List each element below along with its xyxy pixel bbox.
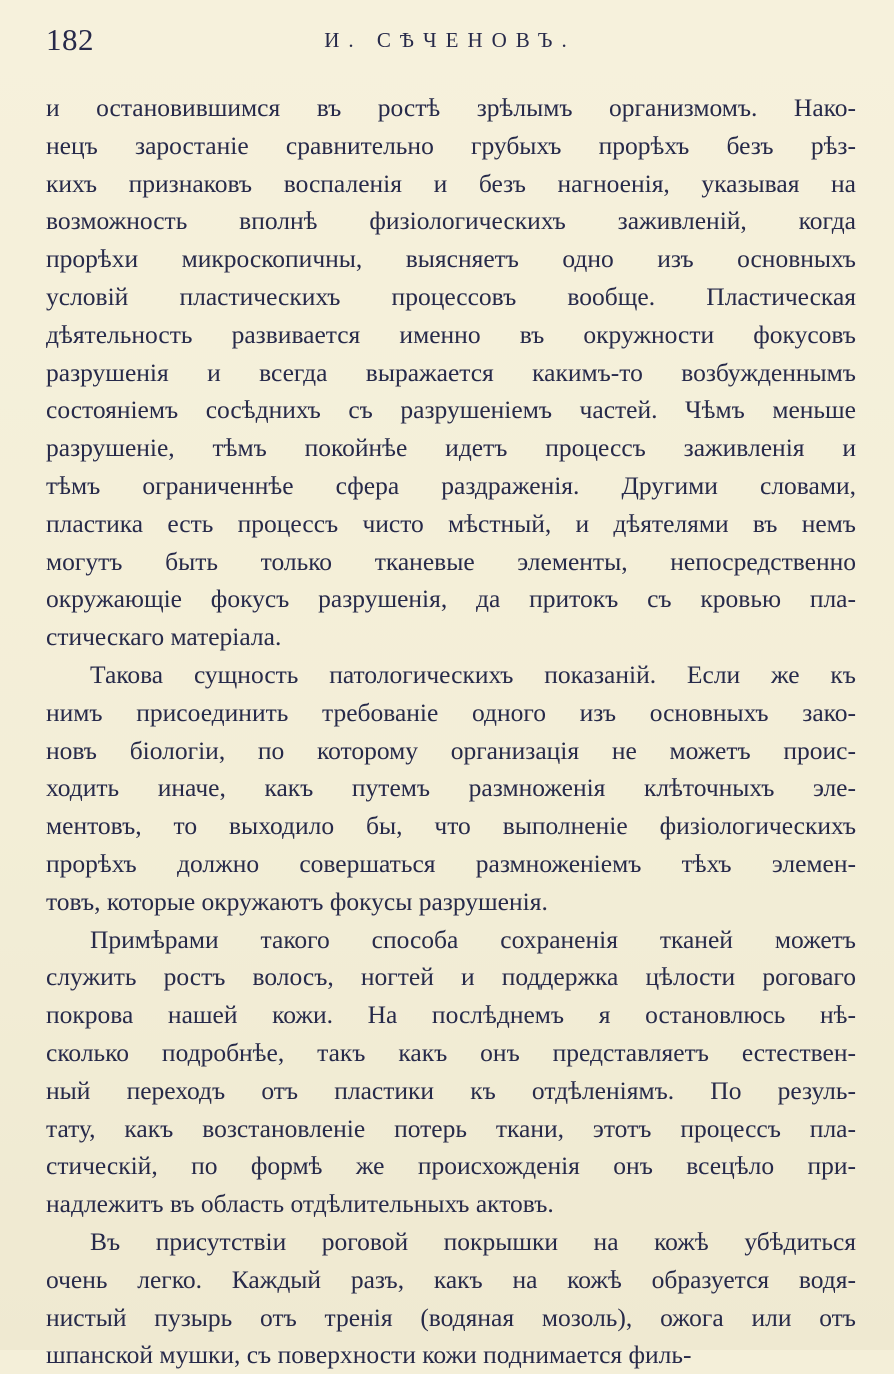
- text-line: окружающiе фокусъ разрушенiя, да притокъ съ кровью пла-: [46, 584, 856, 614]
- text-line: ментовъ, то выходило бы, что выполненiе физiологическихъ: [46, 811, 856, 841]
- text-line: прорѣхи микроскопичны, выясняетъ одно изъ основныхъ: [46, 244, 856, 274]
- text-line: разрушенiе, тѣмъ покойнѣе идетъ процессъ заживленiя и: [46, 433, 856, 463]
- text-line: ходить иначе, какъ путемъ размноженiя клѣточныхъ эле-: [46, 773, 856, 803]
- text-line: пластика есть процессъ чисто мѣстный, и дѣятелями въ немъ: [46, 508, 856, 538]
- page-header: [46, 22, 854, 62]
- text-line: и остановившимся въ ростѣ зрѣлымъ организмомъ. Нако-: [46, 93, 856, 122]
- text-line: надлежитъ въ область отдѣлительныхъ актовъ.: [46, 1189, 554, 1219]
- text-line: шпанской мушки, съ поверхности кожи поднимается филь-: [46, 1340, 692, 1370]
- text-line: нистый пузырь отъ тренiя (водяная мозоль), ожога или отъ: [46, 1302, 856, 1332]
- running-head: И. СѢЧЕНОВЪ.: [324, 28, 576, 52]
- body-text: [46, 89, 856, 1374]
- text-line: Примѣрами такого способа сохраненiя тканей можетъ: [90, 924, 856, 954]
- page-number: 182: [46, 22, 94, 57]
- text-line: сколько подробнѣе, такъ какъ онъ представляетъ естествен-: [46, 1037, 856, 1067]
- text-line: нимъ присоединить требованiе одного изъ основныхъ зако-: [46, 697, 856, 727]
- text-line: тѣмъ ограниченнѣе сфера раздраженiя. Другими словами,: [46, 470, 856, 500]
- text-line: условiй пластическихъ процессовъ вообще. Пластическая: [46, 281, 856, 311]
- text-line: покрова нашей кожи. На послѣднемъ я остановлюсь нѣ-: [46, 1000, 856, 1030]
- text-line: стическiй, по формѣ же происхожденiя онъ всецѣло при-: [46, 1151, 856, 1181]
- text-line: Такова сущность патологическихъ показанiй. Если же къ: [90, 659, 856, 689]
- text-line: прорѣхъ должно совершаться размноженiемъ тѣхъ элемен-: [46, 848, 856, 878]
- text-line: ный переходъ отъ пластики къ отдѣленiямъ. По резуль-: [46, 1075, 856, 1105]
- text-line: возможность вполнѣ физiологическихъ заживленiй, когда: [46, 206, 856, 236]
- text-line: дѣятельность развивается именно въ окружности фокусовъ: [46, 319, 856, 349]
- text-line: нецъ заростанiе сравнительно грубыхъ прорѣхъ безъ рѣз-: [46, 130, 856, 160]
- paragraph: [46, 89, 856, 656]
- text-line: новъ бiологiи, по которому организацiя не можетъ проис-: [46, 735, 856, 765]
- paragraph: [46, 656, 856, 921]
- text-line: товъ, которые окружаютъ фокусы разрушенiя.: [46, 886, 548, 916]
- text-line: Въ присутствiи роговой покрышки на кожѣ убѣдиться: [90, 1226, 856, 1256]
- paragraph: [46, 1223, 856, 1374]
- text-line: тату, какъ возстановленiе потерь ткани, этотъ процессъ пла-: [46, 1113, 856, 1143]
- text-line: состоянiемъ сосѣднихъ съ разрушенiемъ частей. Чѣмъ меньше: [46, 395, 856, 425]
- text-line: могутъ быть только тканевые элементы, непосредственно: [46, 546, 856, 576]
- text-line: разрушенiя и всегда выражается какимъ-то возбужденнымъ: [46, 357, 856, 387]
- text-line: стическаго матерiала.: [46, 622, 282, 652]
- text-line: очень легко. Каждый разъ, какъ на кожѣ образуется водя-: [46, 1264, 856, 1294]
- text-line: кихъ признаковъ воспаленiя и безъ нагноенiя, указывая на: [46, 168, 856, 198]
- paragraph: [46, 921, 856, 1223]
- text-line: служить ростъ волосъ, ногтей и поддержка цѣлости роговаго: [46, 962, 856, 992]
